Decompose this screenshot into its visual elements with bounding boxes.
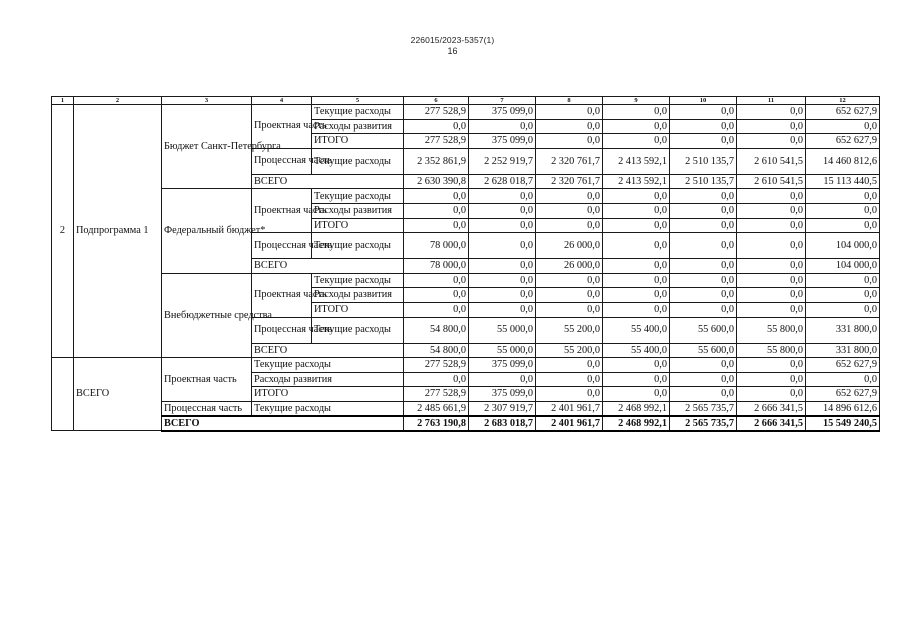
value-cell: 2 610 541,5 [737, 174, 806, 189]
type-itogo: ИТОГО [312, 218, 404, 233]
value-cell: 78 000,0 [404, 259, 469, 274]
column-header: 7 [469, 97, 536, 105]
type-current: Текущие расходы [312, 273, 404, 288]
value-cell: 55 400,0 [603, 317, 670, 343]
column-header: 2 [74, 97, 162, 105]
value-cell: 104 000,0 [806, 233, 880, 259]
value-cell: 2 468 992,1 [603, 401, 670, 416]
value-cell: 0,0 [670, 387, 737, 402]
document-number: 226015/2023-5357(1) [410, 35, 495, 45]
value-cell: 2 320 761,7 [536, 148, 603, 174]
value-cell: 0,0 [670, 105, 737, 120]
type-current: Текущие расходы [252, 401, 404, 416]
value-cell: 0,0 [404, 203, 469, 218]
value-cell: 0,0 [536, 189, 603, 204]
value-cell: 2 320 761,7 [536, 174, 603, 189]
type-current: Текущие расходы [312, 233, 404, 259]
value-cell: 0,0 [603, 134, 670, 149]
value-cell: 0,0 [469, 372, 536, 387]
value-cell: 652 627,9 [806, 105, 880, 120]
value-cell: 0,0 [806, 189, 880, 204]
source-spb-budget: Бюджет Санкт-Петербурга [162, 105, 252, 189]
column-header: 11 [737, 97, 806, 105]
grand-total-label: ВСЕГО [74, 358, 162, 431]
column-header: 3 [162, 97, 252, 105]
value-cell: 0,0 [536, 358, 603, 373]
value-cell: 0,0 [737, 273, 806, 288]
value-cell: 0,0 [603, 105, 670, 120]
value-cell: 277 528,9 [404, 105, 469, 120]
value-cell: 0,0 [737, 233, 806, 259]
value-cell: 0,0 [603, 218, 670, 233]
value-cell: 0,0 [536, 273, 603, 288]
table-row [52, 273, 880, 288]
value-cell: 2 565 735,7 [670, 401, 737, 416]
value-cell: 0,0 [404, 302, 469, 317]
part-process: Процессная часть [252, 317, 312, 343]
program-name: Подпрограмма 1 [74, 105, 162, 358]
value-cell: 0,0 [737, 358, 806, 373]
column-header: 12 [806, 97, 880, 105]
type-itogo: ИТОГО [312, 302, 404, 317]
column-header: 6 [404, 97, 469, 105]
value-cell: 0,0 [404, 288, 469, 303]
value-cell: 331 800,0 [806, 343, 880, 358]
value-cell: 0,0 [670, 134, 737, 149]
value-cell: 0,0 [603, 387, 670, 402]
value-cell: 0,0 [670, 259, 737, 274]
type-itogo: ИТОГО [312, 134, 404, 149]
value-cell: 0,0 [737, 288, 806, 303]
type-development: Расходы развития [312, 203, 404, 218]
value-cell: 0,0 [670, 203, 737, 218]
value-cell: 0,0 [806, 288, 880, 303]
value-cell: 0,0 [536, 302, 603, 317]
value-cell: 15 113 440,5 [806, 174, 880, 189]
value-cell: 0,0 [806, 218, 880, 233]
value-cell: 0,0 [536, 218, 603, 233]
value-cell: 0,0 [469, 218, 536, 233]
value-cell: 0,0 [603, 119, 670, 134]
value-cell: 0,0 [670, 189, 737, 204]
table-row [52, 401, 880, 416]
part-process: Процессная часть [252, 148, 312, 174]
value-cell: 55 600,0 [670, 317, 737, 343]
value-cell: 0,0 [404, 273, 469, 288]
value-cell: 2 307 919,7 [469, 401, 536, 416]
value-cell: 0,0 [469, 273, 536, 288]
value-cell: 0,0 [469, 302, 536, 317]
type-vsego: ВСЕГО [252, 343, 404, 358]
value-cell: 0,0 [469, 189, 536, 204]
column-header: 9 [603, 97, 670, 105]
value-cell: 2 565 735,7 [670, 416, 737, 431]
value-cell: 0,0 [536, 119, 603, 134]
value-cell: 26 000,0 [536, 259, 603, 274]
value-cell: 0,0 [737, 189, 806, 204]
value-cell: 55 800,0 [737, 343, 806, 358]
value-cell: 2 401 961,7 [536, 416, 603, 431]
value-cell: 0,0 [603, 288, 670, 303]
type-development: Расходы развития [252, 372, 404, 387]
value-cell: 0,0 [737, 259, 806, 274]
value-cell: 0,0 [737, 372, 806, 387]
value-cell: 26 000,0 [536, 233, 603, 259]
grand-total-row [52, 416, 880, 431]
value-cell: 54 800,0 [404, 317, 469, 343]
type-current: Текущие расходы [312, 189, 404, 204]
value-cell: 0,0 [670, 372, 737, 387]
budget-table [51, 96, 880, 432]
value-cell: 375 099,0 [469, 387, 536, 402]
row-number: 2 [52, 105, 74, 358]
value-cell: 55 000,0 [469, 343, 536, 358]
table-row [52, 358, 880, 373]
value-cell: 104 000,0 [806, 259, 880, 274]
table-row [52, 189, 880, 204]
value-cell: 2 666 341,5 [737, 401, 806, 416]
type-vsego: ВСЕГО [252, 259, 404, 274]
value-cell: 0,0 [469, 233, 536, 259]
value-cell: 2 401 961,7 [536, 401, 603, 416]
part-process: Процессная часть [252, 233, 312, 259]
value-cell: 0,0 [670, 273, 737, 288]
column-header: 1 [52, 97, 74, 105]
value-cell: 0,0 [603, 259, 670, 274]
value-cell: 0,0 [806, 372, 880, 387]
value-cell: 2 610 541,5 [737, 148, 806, 174]
value-cell: 375 099,0 [469, 134, 536, 149]
value-cell: 0,0 [603, 273, 670, 288]
value-cell: 0,0 [536, 372, 603, 387]
value-cell: 0,0 [469, 119, 536, 134]
value-cell: 331 800,0 [806, 317, 880, 343]
type-development: Расходы развития [312, 119, 404, 134]
value-cell: 0,0 [536, 203, 603, 218]
type-vsego: ВСЕГО [162, 416, 404, 431]
value-cell: 0,0 [737, 119, 806, 134]
column-header: 10 [670, 97, 737, 105]
column-header: 8 [536, 97, 603, 105]
page-number: 16 [447, 46, 458, 56]
value-cell: 277 528,9 [404, 358, 469, 373]
value-cell: 0,0 [603, 302, 670, 317]
value-cell: 652 627,9 [806, 358, 880, 373]
value-cell: 55 400,0 [603, 343, 670, 358]
value-cell: 0,0 [603, 203, 670, 218]
value-cell: 0,0 [469, 203, 536, 218]
value-cell: 652 627,9 [806, 134, 880, 149]
value-cell: 0,0 [806, 203, 880, 218]
value-cell: 0,0 [737, 134, 806, 149]
value-cell: 0,0 [670, 233, 737, 259]
value-cell: 277 528,9 [404, 387, 469, 402]
type-current: Текущие расходы [252, 358, 404, 373]
value-cell: 0,0 [670, 288, 737, 303]
value-cell: 55 600,0 [670, 343, 737, 358]
value-cell: 0,0 [737, 218, 806, 233]
value-cell: 652 627,9 [806, 387, 880, 402]
value-cell: 0,0 [536, 288, 603, 303]
part-process: Процессная часть [162, 401, 252, 416]
value-cell: 277 528,9 [404, 134, 469, 149]
value-cell: 2 468 992,1 [603, 416, 670, 431]
value-cell: 0,0 [603, 189, 670, 204]
value-cell: 2 510 135,7 [670, 148, 737, 174]
type-vsego: ВСЕГО [252, 174, 404, 189]
value-cell: 2 510 135,7 [670, 174, 737, 189]
column-header: 5 [312, 97, 404, 105]
value-cell: 2 352 861,9 [404, 148, 469, 174]
value-cell: 2 413 592,1 [603, 174, 670, 189]
value-cell: 0,0 [404, 119, 469, 134]
type-development: Расходы развития [312, 288, 404, 303]
value-cell: 2 413 592,1 [603, 148, 670, 174]
value-cell: 0,0 [536, 105, 603, 120]
value-cell: 0,0 [737, 203, 806, 218]
value-cell: 0,0 [806, 119, 880, 134]
value-cell: 0,0 [404, 189, 469, 204]
source-federal-budget: Федеральный бюджет* [162, 189, 252, 273]
value-cell: 14 896 612,6 [806, 401, 880, 416]
value-cell: 375 099,0 [469, 358, 536, 373]
value-cell: 0,0 [806, 302, 880, 317]
value-cell: 2 630 390,8 [404, 174, 469, 189]
value-cell: 0,0 [603, 358, 670, 373]
value-cell: 55 800,0 [737, 317, 806, 343]
row-number-empty [52, 358, 74, 431]
value-cell: 0,0 [737, 302, 806, 317]
value-cell: 55 200,0 [536, 343, 603, 358]
column-number-row [52, 97, 880, 105]
value-cell: 78 000,0 [404, 233, 469, 259]
value-cell: 2 683 018,7 [469, 416, 536, 431]
value-cell: 0,0 [806, 273, 880, 288]
value-cell: 375 099,0 [469, 105, 536, 120]
value-cell: 0,0 [670, 218, 737, 233]
value-cell: 55 200,0 [536, 317, 603, 343]
value-cell: 0,0 [404, 218, 469, 233]
part-project: Проектная часть [252, 105, 312, 149]
part-project: Проектная часть [162, 358, 252, 402]
part-project: Проектная часть [252, 273, 312, 317]
value-cell: 0,0 [469, 288, 536, 303]
source-extrabudgetary: Внебюджетные средства [162, 273, 252, 357]
value-cell: 0,0 [737, 387, 806, 402]
value-cell: 0,0 [603, 372, 670, 387]
value-cell: 0,0 [404, 372, 469, 387]
value-cell: 0,0 [670, 358, 737, 373]
value-cell: 0,0 [670, 119, 737, 134]
value-cell: 0,0 [469, 259, 536, 274]
value-cell: 55 000,0 [469, 317, 536, 343]
value-cell: 15 549 240,5 [806, 416, 880, 431]
table-row [52, 105, 880, 120]
part-project: Проектная часть [252, 189, 312, 233]
value-cell: 2 485 661,9 [404, 401, 469, 416]
value-cell: 2 763 190,8 [404, 416, 469, 431]
type-itogo: ИТОГО [252, 387, 404, 402]
type-current: Текущие расходы [312, 148, 404, 174]
type-current: Текущие расходы [312, 317, 404, 343]
value-cell: 0,0 [536, 134, 603, 149]
value-cell: 2 252 919,7 [469, 148, 536, 174]
value-cell: 2 666 341,5 [737, 416, 806, 431]
value-cell: 0,0 [670, 302, 737, 317]
value-cell: 0,0 [737, 105, 806, 120]
column-header: 4 [252, 97, 312, 105]
value-cell: 0,0 [603, 233, 670, 259]
type-current: Текущие расходы [312, 105, 404, 120]
value-cell: 54 800,0 [404, 343, 469, 358]
value-cell: 2 628 018,7 [469, 174, 536, 189]
value-cell: 0,0 [536, 387, 603, 402]
value-cell: 14 460 812,6 [806, 148, 880, 174]
